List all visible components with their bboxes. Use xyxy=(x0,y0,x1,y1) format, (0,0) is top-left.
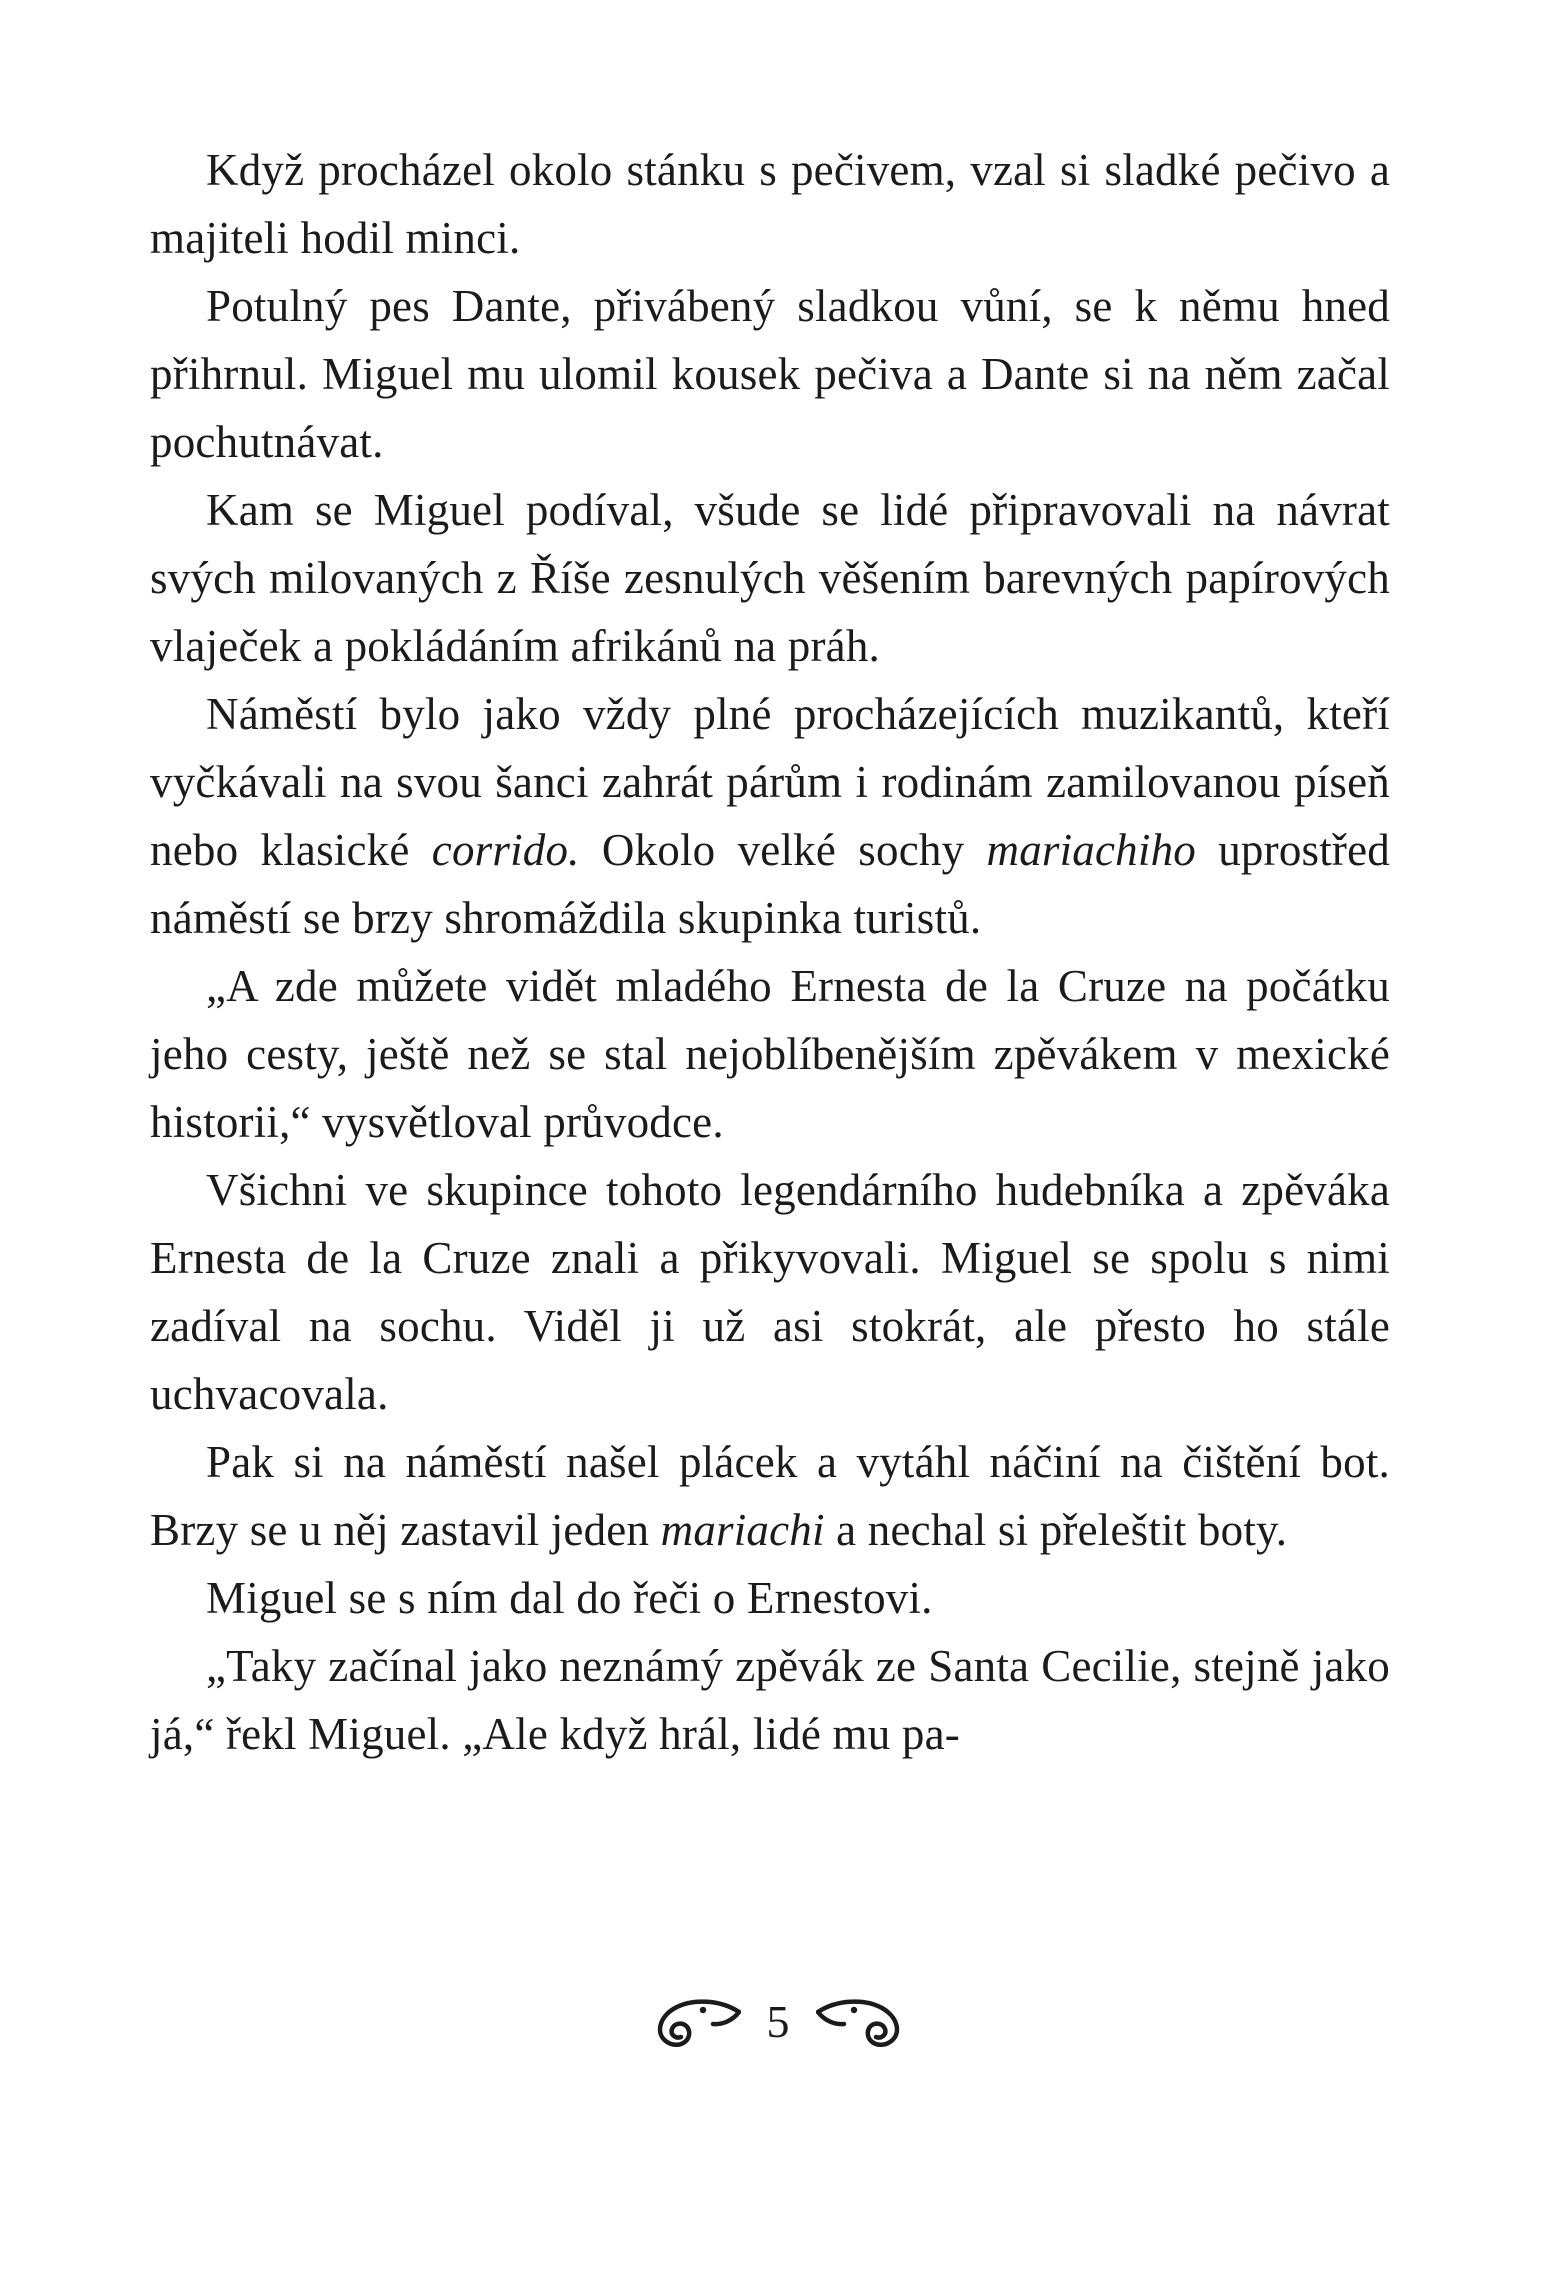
body-text: Miguel se s ním dal do řeči o Ernestovi. xyxy=(206,1573,933,1623)
flourish-left-icon xyxy=(645,1996,741,2048)
body-text: „A zde můžete vidět mladého Ernesta de la Cruze na počátku jeho cesty, ještě než se stal nejoblíbenějším zpěvákem v mexické historii,“ vysvětloval průvodce. xyxy=(150,961,1390,1147)
flourish-right-icon xyxy=(816,1996,912,2048)
paragraph xyxy=(150,476,1390,680)
paragraph xyxy=(150,272,1390,476)
paragraph xyxy=(150,1632,1390,1768)
body-text: Všichni ve skupince tohoto legendárního hudebníka a zpěváka Ernesta de la Cruze znali a přikyvovali. Miguel se spolu s nimi zadíval na sochu. Viděl ji už asi stokrát, ale přesto ho stále uchvacovala. xyxy=(150,1165,1390,1419)
body-text: Náměstí bylo jako vždy plné procházejících muzikantů, kteří vyčkávali na svou šanci zahrát párům i rodinám zamilovanou píseň nebo klasické xyxy=(150,689,1390,875)
paragraph xyxy=(150,1428,1390,1564)
page-footer xyxy=(0,1996,1556,2048)
italic-text: corrido. xyxy=(431,825,580,875)
body-text: a nechal si přeleštit boty. xyxy=(824,1505,1288,1555)
page-text xyxy=(150,136,1390,1768)
paragraph xyxy=(150,1564,1390,1632)
paragraph xyxy=(150,136,1390,272)
body-text: Potulný pes Dante, přivábený sladkou vůní, se k němu hned přihrnul. Miguel mu ulomil kousek pečiva a Dante si na něm začal pochutnávat. xyxy=(150,281,1390,467)
italic-text: mariachiho xyxy=(986,825,1196,875)
body-text: „Taky začínal jako neznámý zpěvák ze Santa Cecilie, stejně jako já,“ řekl Miguel. „Ale když hrál, lidé mu pa- xyxy=(150,1641,1390,1759)
body-text: Pak si na náměstí našel plácek a vytáhl náčiní na čištění bot. Brzy se u něj zastavil jeden xyxy=(150,1437,1390,1555)
body-text: Kam se Miguel podíval, všude se lidé připravovali na návrat svých milovaných z Říše zesnulých věšením barevných papírových vlaječek a pokládáním afrikánů na práh. xyxy=(150,485,1390,671)
paragraph xyxy=(150,952,1390,1156)
paragraph xyxy=(150,680,1390,952)
italic-text: mariachi xyxy=(660,1505,825,1555)
body-text: uprostřed náměstí se brzy shromáždila skupinka turistů. xyxy=(150,825,1390,943)
body-text: Okolo velké sochy xyxy=(579,825,987,875)
page-number: 5 xyxy=(766,1996,790,2047)
body-text: Když procházel okolo stánku s pečivem, vzal si sladké pečivo a majiteli hodil minci. xyxy=(150,145,1390,263)
paragraph xyxy=(150,1156,1390,1428)
